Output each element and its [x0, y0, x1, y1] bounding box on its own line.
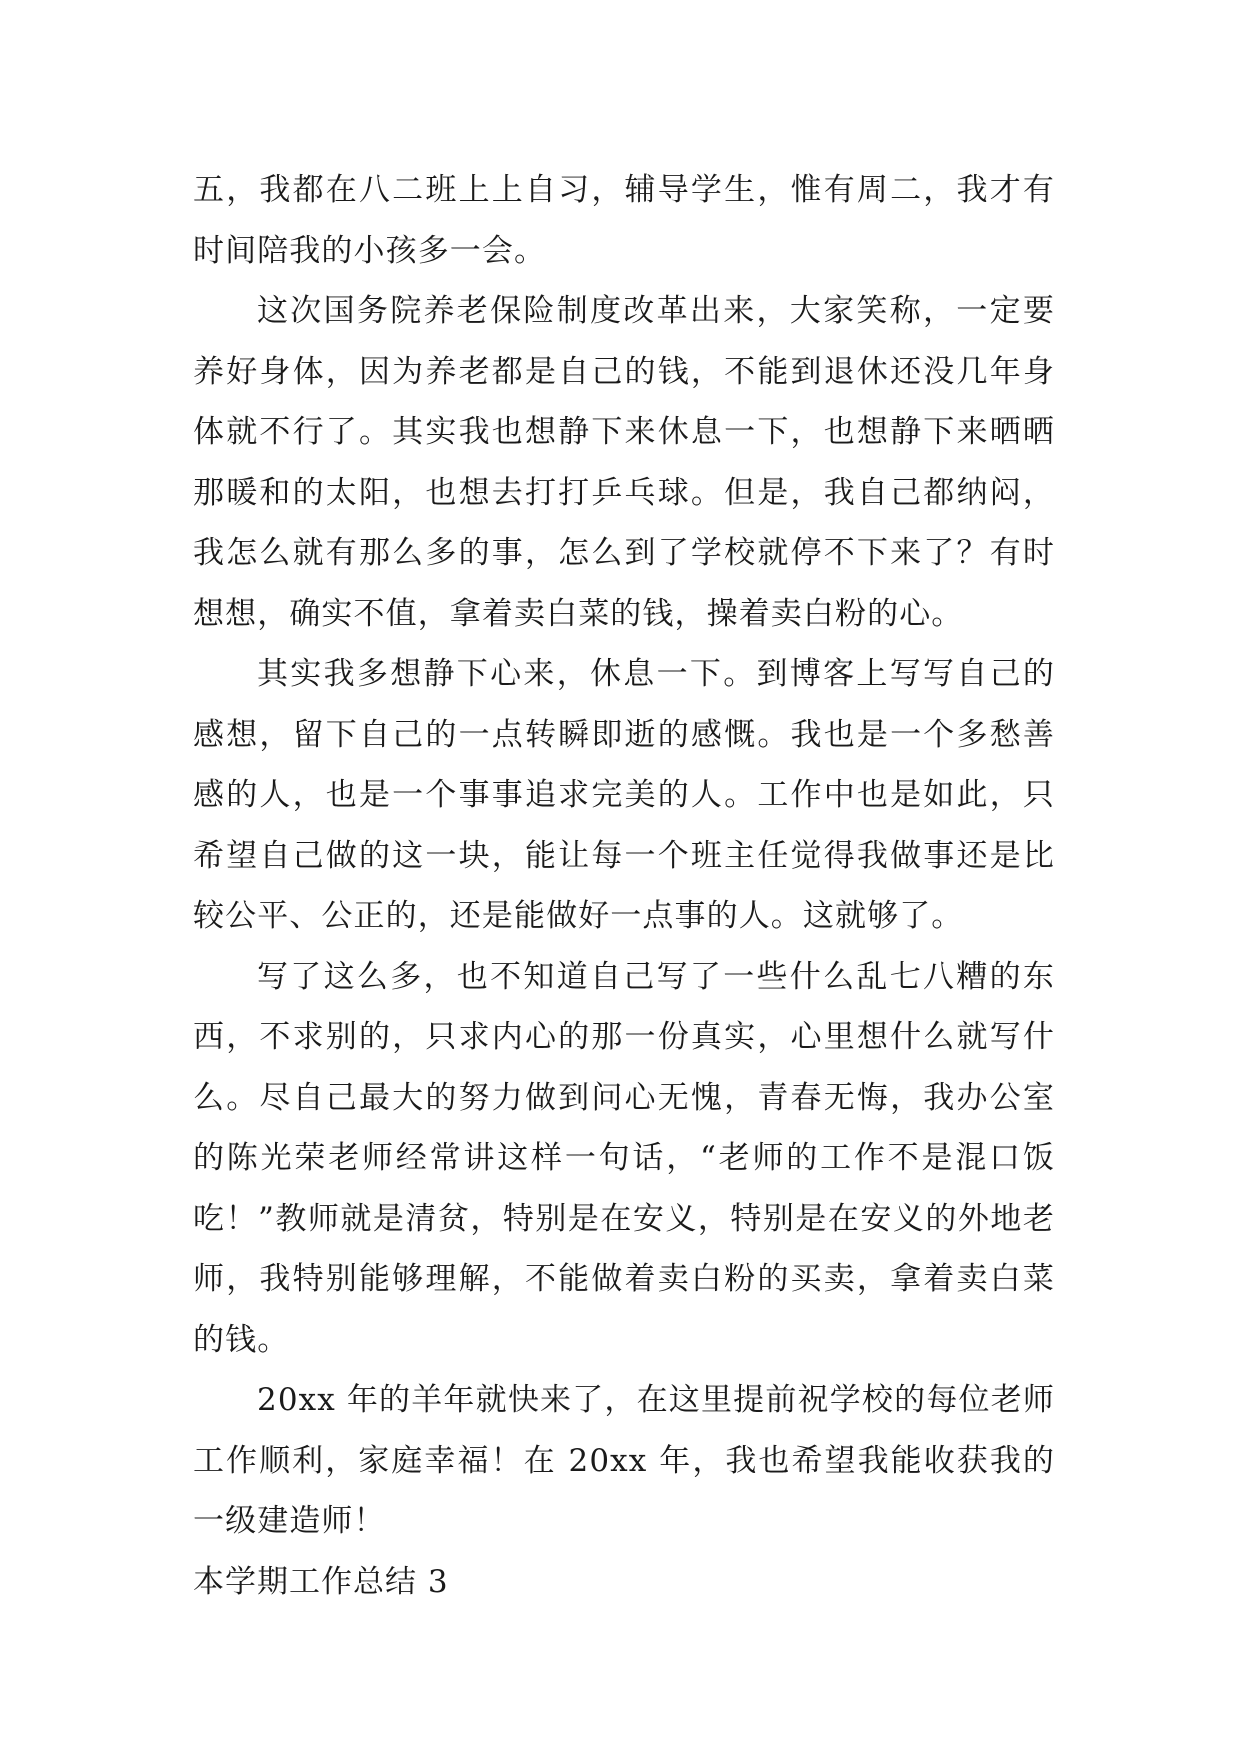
paragraph-4: 写了这么多，也不知道自己写了一些什么乱七八糟的东西，不求别的，只求内心的那一份真实，心里想什么就写什么。尽自己最大的努力做到问心无愧，青春无悔，我办公室的陈光荣老师经常讲这样一句话，“老师的工作不是混口饭吃！”教师就是清贫，特别是在安义，特别是在安义的外地老师，我特别能够理解，不能做着卖白粉的买卖，拿着卖白菜的钱。 — [193, 958, 1055, 1358]
paragraph-3: 其实我多想静下心来，休息一下。到博客上写写自己的感想，留下自己的一点转瞬即逝的感慨。我也是一个多愁善感的人，也是一个事事追求完美的人。工作中也是如此，只希望自己做的这一块，能让每一个班主任觉得我做事还是比较公平、公正的，还是能做好一点事的人。这就够了。 — [193, 656, 1055, 934]
section-heading: 本学期工作总结 3 — [193, 1563, 449, 1600]
paragraph-1: 五，我都在八二班上上自习，辅导学生，惟有周二，我才有时间陪我的小孩多一会。 — [193, 172, 1055, 269]
paragraph-5: 20xx 年的羊年就快来了，在这里提前祝学校的每位老师工作顺利，家庭幸福！在 20xx 年，我也希望我能收获我的一级建造师！ — [193, 1382, 1055, 1539]
paragraph-2: 这次国务院养老保险制度改革出来，大家笑称，一定要养好身体，因为养老都是自己的钱，不能到退休还没几年身体就不行了。其实我也想静下来休息一下，也想静下来晒晒那暖和的太阳，也想去打打乒乓球。但是，我自己都纳闷，我怎么就有那么多的事，怎么到了学校就停不下来了？有时想想，确实不值，拿着卖白菜的钱，操着卖白粉的心。 — [193, 293, 1055, 632]
document-body — [193, 160, 1055, 1612]
